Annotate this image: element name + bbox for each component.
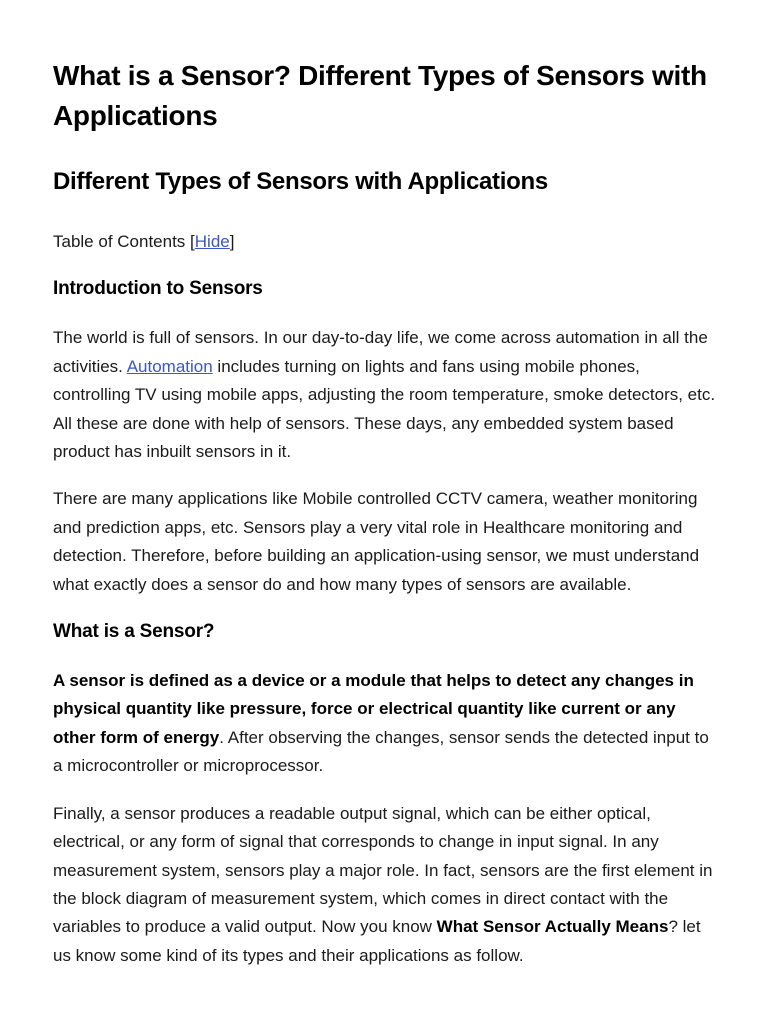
section-heading-introduction: Introduction to Sensors	[53, 278, 263, 300]
intro-paragraph-2: There are many applications like Mobile controlled CCTV camera, weather monitoring and prediction apps, etc. Sensors play a very vital role in Healthcare monitoring and detection. Therefore, before building an application-using sensor, we must understand what exactly does a sensor do and how many types of sensors are available.	[53, 489, 700, 594]
section-heading-what-is-sensor: What is a Sensor?	[53, 621, 215, 643]
sensor-definition-rest: . After observing the changes, sensor sends the detected input to a microcontroller or microprocessor.	[53, 727, 709, 776]
sensor-output-text-end: ? let us know some kind of its types and their applications as follow.	[53, 917, 701, 965]
page-title: What is a Sensor? Different Types of Sensors with Applications	[53, 60, 707, 131]
sensor-definition-bold: A sensor is defined as a device or a module that helps to detect any changes in physical quantity like pressure, force or electrical quantity like current or any other form of energy	[53, 671, 694, 747]
sensor-definition-paragraph	[53, 667, 716, 781]
toc-label: Table of Contents [	[53, 232, 195, 251]
sensor-meaning-bold: What Sensor Actually Means	[436, 917, 669, 937]
table-of-contents	[53, 228, 716, 256]
sensor-output-text-start: Finally, a sensor produces a readable output signal, which can be either optical, electrical, or any form of signal that corresponds to change in input signal. In any measurement system, sensors play a major role. In fact, sensors are the first element in the block diagram of measurement system, which comes in direct contact with the variables to produce a valid output. Now you know	[53, 803, 713, 937]
intro-paragraph-1	[53, 324, 716, 466]
sensor-output-paragraph	[53, 800, 716, 970]
intro-p1-text-end: includes turning on lights and fans using mobile phones, controlling TV using mobile apps, adjusting the room temperature, smoke detectors, etc. All these are done with help of sensors. These days, any embedded system based product has inbuilt sensors in it.	[53, 356, 716, 462]
article-subtitle: Different Types of Sensors with Applications	[53, 168, 548, 195]
automation-link[interactable]: Automation	[126, 356, 213, 376]
toc-hide-link[interactable]: Hide	[194, 232, 230, 251]
intro-p1-text-start: The world is full of sensors. In our day-to-day life, we come across automation in all the activities.	[53, 328, 708, 376]
toc-close-bracket: ]	[229, 232, 235, 251]
